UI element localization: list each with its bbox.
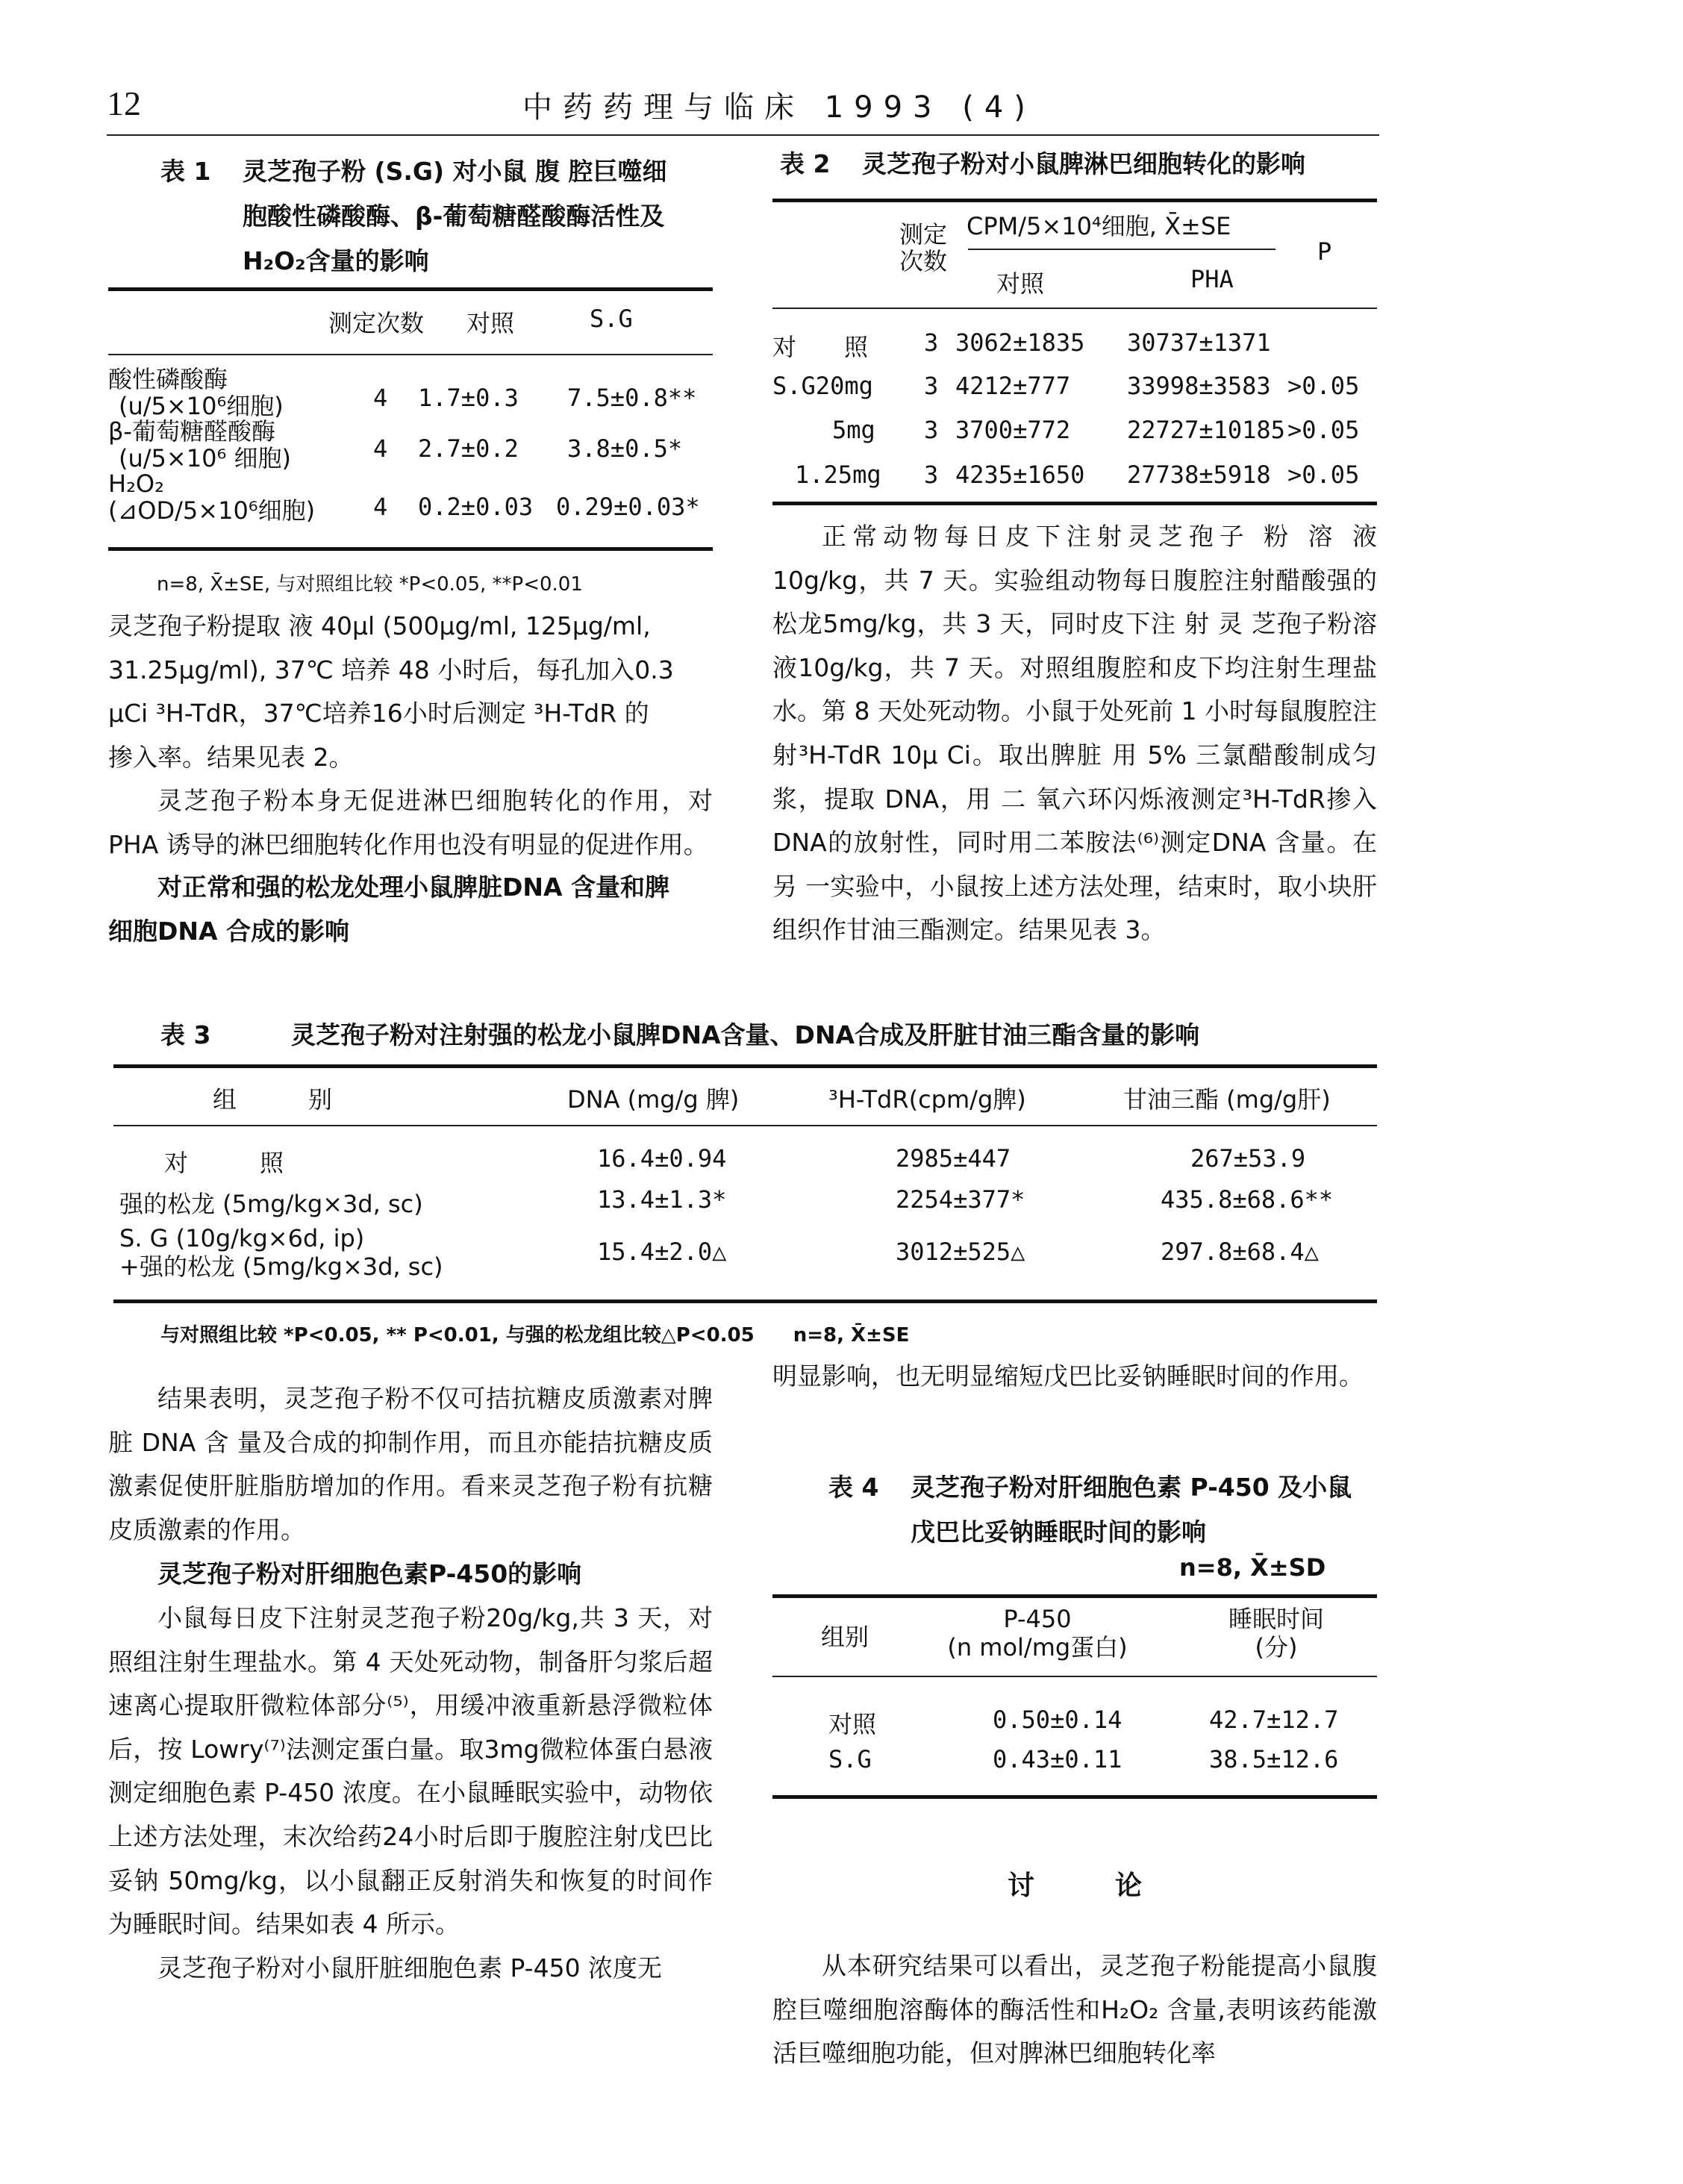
- table3-top-rule: [113, 1064, 1377, 1068]
- table4-col-p450: P-450 (n mol/mg蛋白): [947, 1605, 1128, 1662]
- table2-row-control: 3700±772: [955, 416, 1071, 444]
- table3-row-tg: 267±53.9: [1190, 1144, 1306, 1173]
- table4-row-p450: 0.43±0.11: [993, 1745, 1122, 1773]
- table2-row-group: 5mg: [832, 416, 875, 444]
- table1-col-control: 对照: [466, 309, 515, 337]
- table2-label: 表 2: [780, 149, 831, 178]
- table1-row-control: 0.2±0.03: [418, 493, 534, 521]
- journal-title: 中药药理与临床 1993 (4): [522, 90, 1036, 125]
- table2-row-p: >0.05: [1287, 372, 1360, 400]
- table3-row-dna: 13.4±1.3*: [597, 1185, 727, 1214]
- table2-col-pha: PHA: [1190, 265, 1234, 293]
- header-rule: [107, 134, 1379, 136]
- table4-row-sleep: 38.5±12.6: [1209, 1745, 1339, 1773]
- table3-col-tg: 甘油三酯 (mg/g肝): [1123, 1085, 1331, 1114]
- table3-row-tdr: 3012±525△: [896, 1238, 1025, 1266]
- table3-header-rule: [113, 1125, 1377, 1126]
- table3-row-tdr: 2254±377*: [896, 1185, 1025, 1214]
- table3-col-group: 组 别: [213, 1085, 333, 1114]
- table4-row-group: 对照: [828, 1710, 877, 1738]
- table1-row-sg: 7.5±0.8**: [567, 384, 697, 412]
- table3-row-tg: 435.8±68.6**: [1161, 1185, 1334, 1214]
- table2-col-group: CPM/5×10⁴细胞, X̄±SE: [967, 212, 1231, 240]
- discussion-heading: 讨 论: [1007, 1871, 1142, 1901]
- table1-row-name: H₂O₂ (⊿OD/5×10⁶细胞): [108, 469, 316, 525]
- table1-caption-line: 胞酸性磷酸酶、β-葡萄糖醛酸酶活性及: [243, 202, 665, 231]
- table1-row-n: 4: [373, 493, 388, 521]
- table4-label: 表 4: [828, 1473, 879, 1502]
- table2-row-pha: 30737±1371: [1127, 328, 1271, 357]
- table3-row-group: S. G (10g/kg×6d, ip) +强的松龙 (5mg/kg×3d, sc): [119, 1224, 443, 1281]
- table1-col-sg: S.G: [590, 305, 633, 333]
- table2-row-n: 3: [924, 416, 939, 444]
- table1-caption-line: H₂O₂含量的影响: [243, 246, 429, 275]
- table4-stat-note: n=8, X̄±SD: [1179, 1553, 1326, 1582]
- table1-row-n: 4: [373, 434, 388, 463]
- paragraph: 小鼠每日皮下注射灵芝孢子粉20g/kg,共 3 天，对照组注射生理盐水。第 4 天处死动物，制备肝匀浆后超速离心提取肝微粒体部分⁽⁵⁾，用缓冲液重新悬浮微粒体后，按 Lowry⁽⁷⁾法测定蛋白量。取3mg微粒体蛋白悬液测定细胞色素 P-450 浓度。在小鼠睡眠实验中，动物依上述方法处理，末次给药24小时后即于腹腔注射戊巴比妥钠 50mg/kg，以小鼠翻正反射消失和恢复的时间作为睡眠时间。结果如表 4 所示。 灵芝孢子粉对小鼠肝脏细胞色素 P-450 浓度无: [108, 1603, 713, 1982]
- table3-col-dna: DNA (mg/g 脾): [567, 1085, 740, 1114]
- table1-row-n: 4: [373, 384, 388, 412]
- table4-row-group: S.G: [828, 1745, 872, 1773]
- table1-row-sg: 3.8±0.5*: [567, 434, 683, 463]
- table2-row-group: 对 照: [772, 333, 869, 361]
- table1-footnote: n=8, X̄±SE, 与对照组比较 *P<0.05, **P<0.01: [157, 573, 583, 596]
- table2-row-n: 3: [924, 461, 939, 489]
- paragraph: 明显影响，也无明显缩短戊巴比妥钠睡眠时间的作用。: [772, 1361, 1364, 1391]
- paragraph: 灵芝孢子粉提取 液 40μl (500μg/ml, 125μg/ml, 31.25μg/ml), 37℃ 培养 48 小时后，每孔加入0.3 μCi ³H-TdR，37℃培养16小时后测定 ³H-TdR 的 掺入率。结果见表 2。 灵芝孢子粉本身无促进淋巴细胞转化的作用，对PHA 诱导的淋巴细胞转化作用也没有明显的促进作用。: [108, 611, 713, 859]
- table1-row-name: 酸性磷酸酶 (u/5×10⁶细胞): [108, 365, 284, 420]
- table2-group-rule: [968, 249, 1275, 250]
- table1-top-rule: [108, 287, 713, 291]
- table4-row-sleep: 42.7±12.7: [1209, 1706, 1339, 1734]
- table1-row-sg: 0.29±0.03*: [556, 493, 700, 521]
- table4-caption: 表 4 灵芝孢子粉对肝细胞色素 P-450 及小鼠 戊巴比妥钠睡眠时间的影响: [828, 1465, 1381, 1555]
- table1-header-rule: [108, 354, 713, 355]
- table2-row-control: 4212±777: [955, 372, 1071, 400]
- table3-row-dna: 15.4±2.0△: [597, 1238, 727, 1266]
- table2-row-p: >0.05: [1287, 461, 1360, 489]
- table2-row-pha: 27738±5918: [1127, 461, 1271, 489]
- table3-row-group: 强的松龙 (5mg/kg×3d, sc): [119, 1190, 423, 1218]
- table1-bottom-rule: [108, 547, 713, 551]
- table2-col-count: 测定 次数: [899, 220, 948, 275]
- table3-footnote: 与对照组比较 *P<0.05, ** P<0.01, 与强的松龙组比较△P<0.05 n=8, X̄±SE: [160, 1324, 910, 1347]
- table2-row-pha: 33998±3583: [1127, 372, 1271, 400]
- table4-top-rule: [772, 1594, 1377, 1598]
- table4-bottom-rule: [772, 1795, 1377, 1799]
- table4-row-p450: 0.50±0.14: [993, 1706, 1122, 1734]
- table2-row-control: 4235±1650: [955, 461, 1085, 489]
- table4-col-sleep: 睡眠时间 (分): [1228, 1605, 1324, 1662]
- table2-row-group: 1.25mg: [795, 461, 881, 489]
- table1-row-control: 1.7±0.3: [418, 384, 519, 412]
- table2-col-p: P: [1317, 237, 1332, 266]
- table2-header-rule: [772, 308, 1377, 309]
- table3-bottom-rule: [113, 1300, 1377, 1303]
- table1-col-count: 测定次数: [328, 309, 425, 337]
- paragraph: 结果表明，灵芝孢子粉不仅可拮抗糖皮质激素对脾脏 DNA 含 量及合成的抑制作用，而且亦能拮抗糖皮质激素促使肝脏脂肪增加的作用。看来灵芝孢子粉有抗糖皮质激素的作用。: [108, 1384, 713, 1544]
- table2-row-control: 3062±1835: [955, 328, 1085, 357]
- table3-caption: 表 3 灵芝孢子粉对注射强的松龙小鼠脾DNA含量、DNA合成及肝脏甘油三酯含量的影响: [160, 1013, 1355, 1058]
- table2-col-control: 对照: [996, 269, 1045, 298]
- table3-row-dna: 16.4±0.94: [597, 1144, 727, 1173]
- table2-top-rule: [772, 199, 1377, 202]
- table1-caption: [160, 149, 713, 284]
- table3-row-tdr: 2985±447: [896, 1144, 1011, 1173]
- table4-col-group: 组别: [821, 1623, 869, 1651]
- table2-row-n: 3: [924, 328, 939, 357]
- table1-row-name: β-葡萄糖醛酸酶 (u/5×10⁶ 细胞): [108, 417, 291, 472]
- table3-col-tdr: ³H-TdR(cpm/g脾): [828, 1085, 1026, 1114]
- table2-row-group: S.G20mg: [772, 372, 873, 400]
- table2-caption: 表 2 灵芝孢子粉对小鼠脾淋巴细胞转化的影响: [780, 142, 1377, 187]
- table2-row-n: 3: [924, 372, 939, 400]
- table2-row-p: >0.05: [1287, 416, 1360, 444]
- table3-row-group: 对 照: [164, 1149, 284, 1177]
- section-heading-p450: 灵芝孢子粉对肝细胞色素P-450的影响: [157, 1559, 582, 1588]
- table1-caption-line: 灵芝孢子粉 (S.G) 对小鼠 腹 腔巨噬细: [243, 157, 667, 186]
- table3-label: 表 3: [160, 1020, 211, 1049]
- table4-header-rule: [772, 1676, 1377, 1677]
- table1-row-control: 2.7±0.2: [418, 434, 519, 463]
- table1-label: 表 1: [160, 157, 211, 186]
- page-number: 12: [107, 84, 141, 122]
- table2-bottom-rule: [772, 502, 1377, 505]
- table2-row-pha: 22727±10185: [1127, 416, 1285, 444]
- paragraph: 正常动物每日皮下注射灵芝孢子 粉 溶 液 10g/kg，共 7 天。实验组动物每日腹腔注射醋酸强的松龙5mg/kg，共 3 天，同时皮下注 射 灵 芝孢子粉溶液10g/kg，共 7 天。对照组腹腔和皮下均注射生理盐水。第 8 天处死动物。小鼠于处死前 1 小时每鼠腹腔注射³H-TdR 10μ Ci。取出脾脏 用 5% 三氯醋酸制成匀浆，提取 DNA，用 二 氧六环闪烁液测定³H-TdR掺入DNA的放射性，同时用二苯胺法⁽⁶⁾测定DNA 含量。在 另 一实验中，小鼠按上述方法处理，结束时，取小块肝组织作甘油三酯测定。结果见表 3。: [772, 522, 1377, 945]
- section-heading-dna: 对正常和强的松龙处理小鼠脾脏DNA 含量和脾 细胞DNA 合成的影响: [108, 873, 670, 946]
- table3-row-tg: 297.8±68.4△: [1161, 1238, 1319, 1266]
- paragraph: 从本研究结果可以看出，灵芝孢子粉能提高小鼠腹腔巨噬细胞溶酶体的酶活性和H₂O₂ 含量,表明该药能激活巨噬细胞功能，但对脾淋巴细胞转化率: [772, 1951, 1377, 2068]
